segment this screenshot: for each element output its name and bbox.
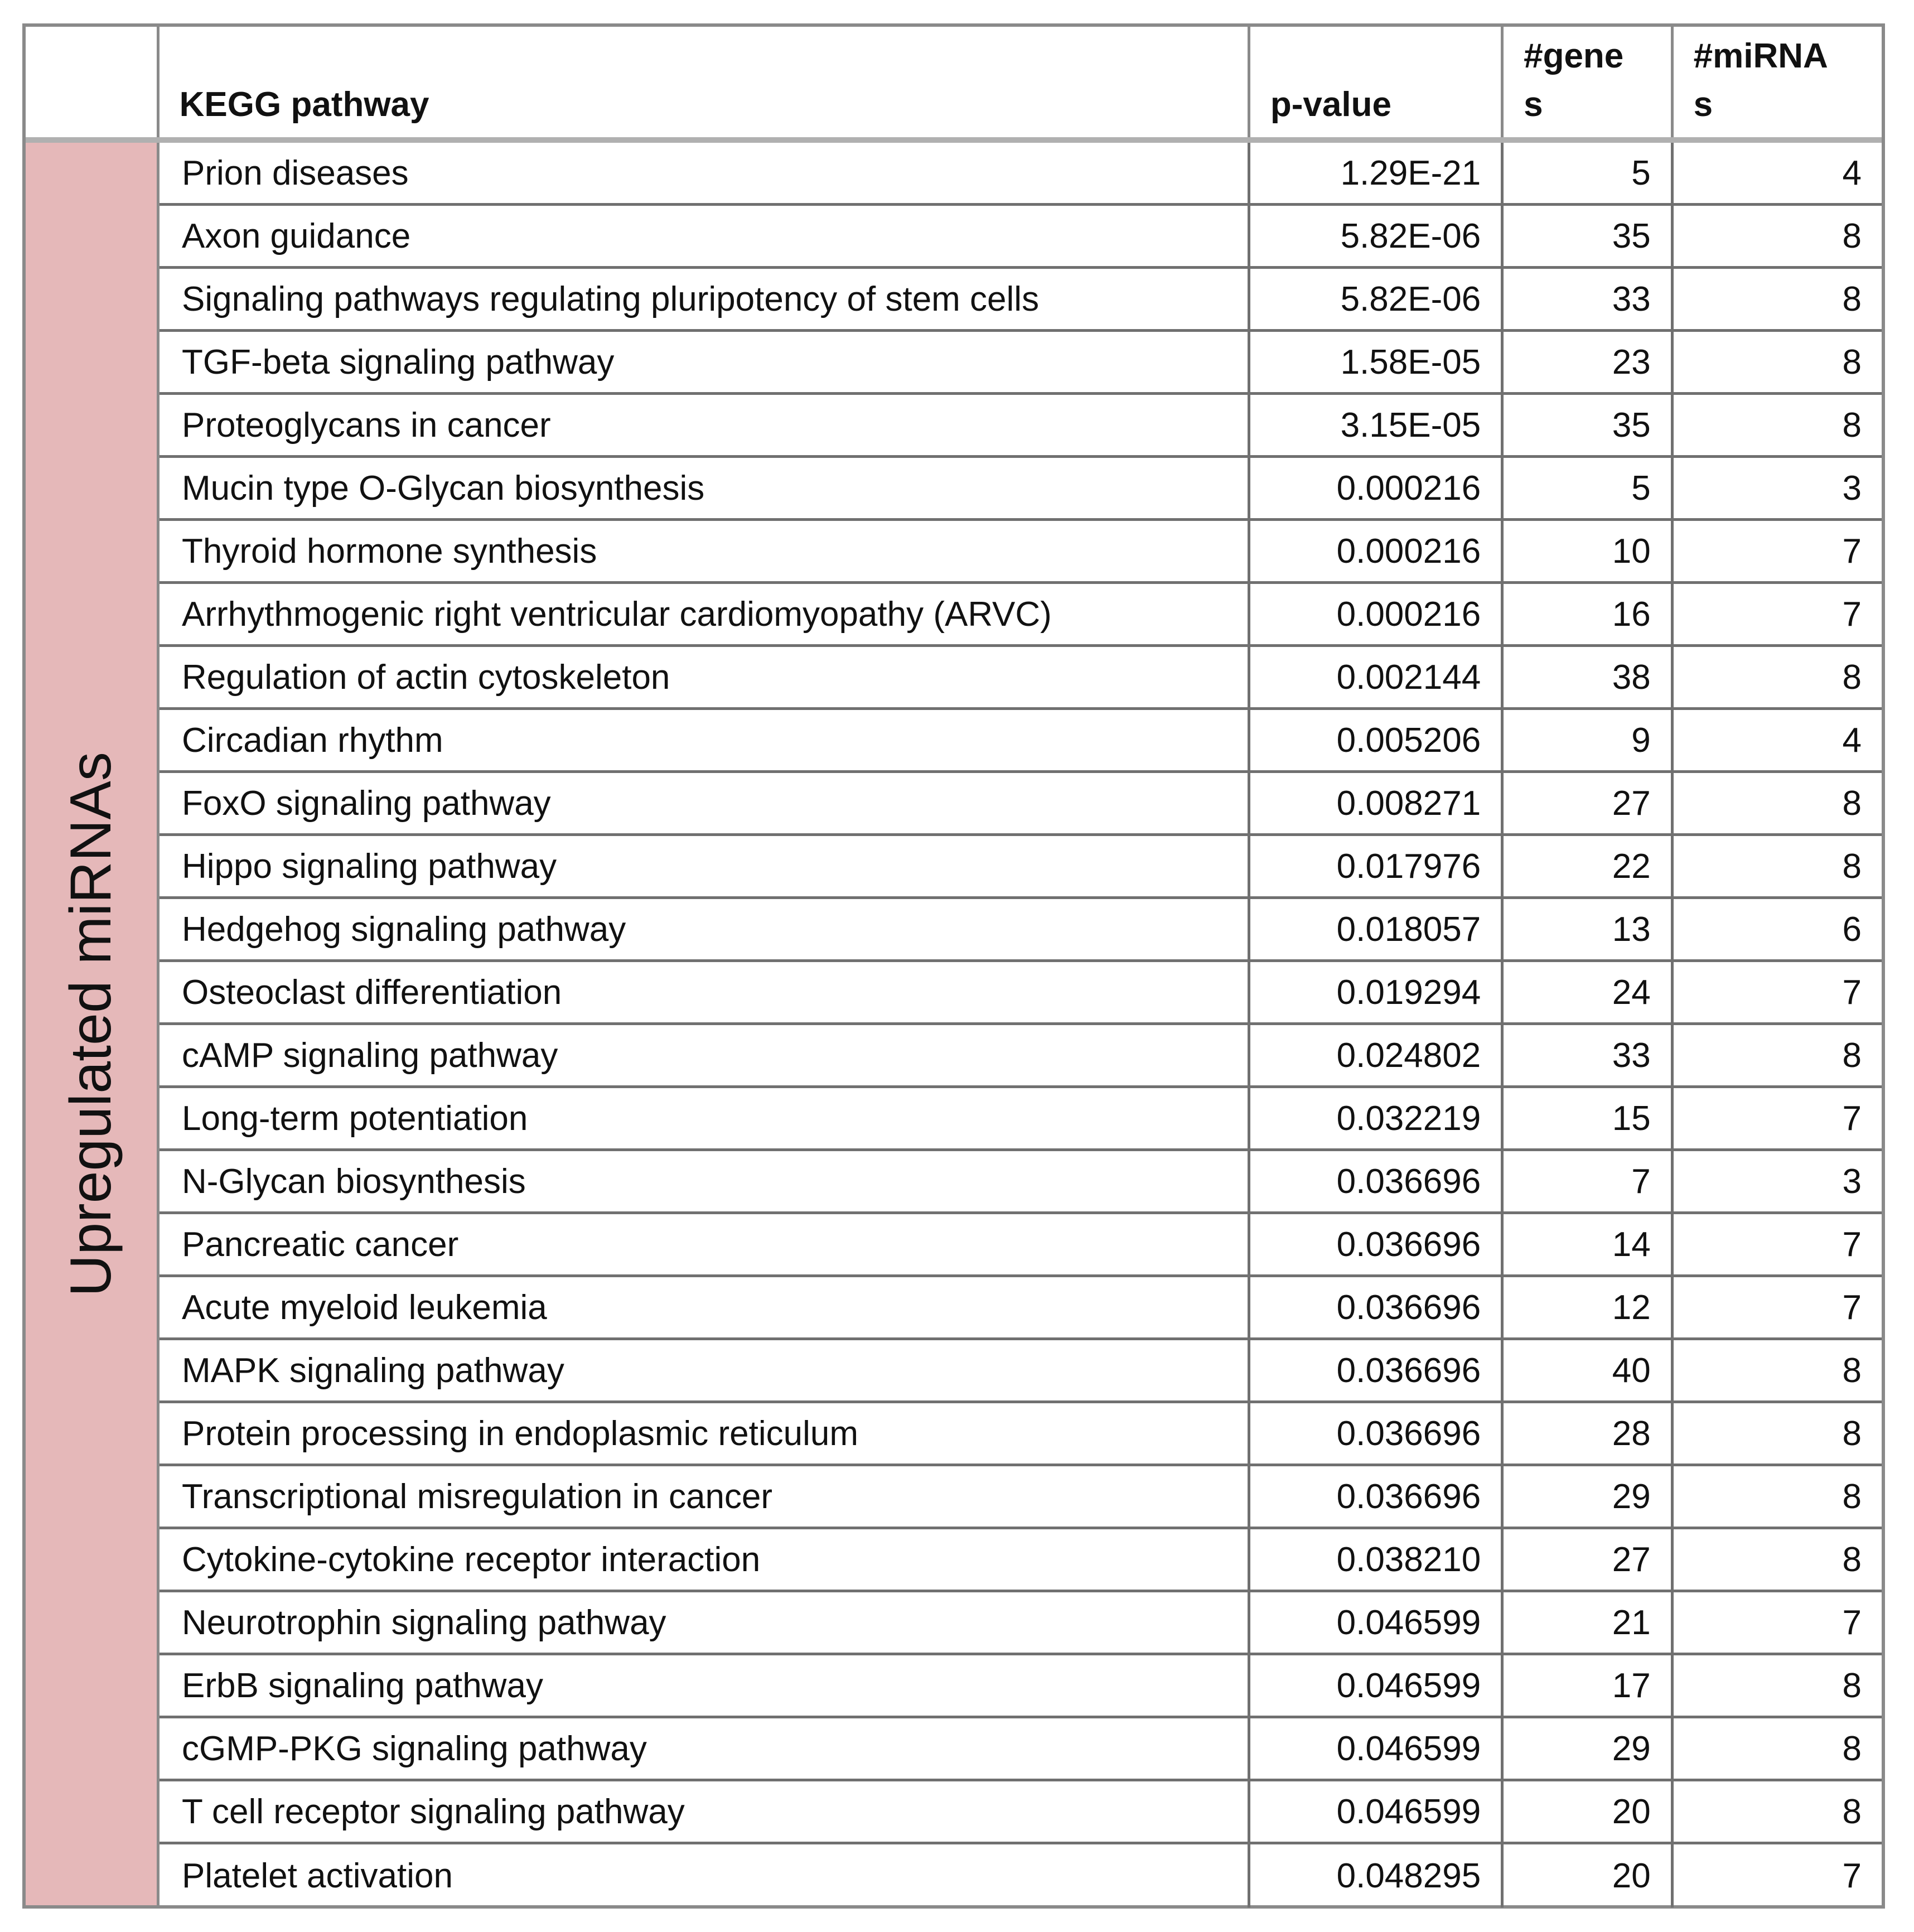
table-row xyxy=(160,1340,1882,1403)
header-kegg-pathway: KEGG pathway xyxy=(160,27,1250,137)
num-genes-cell: 14 xyxy=(1504,1214,1673,1274)
num-mirnas-cell: 4 xyxy=(1842,153,1862,192)
p-value-cell: 0.036696 xyxy=(1250,1403,1504,1464)
pathway-cell: ErbB signaling pathway xyxy=(160,1655,1250,1716)
table-row xyxy=(160,269,1882,332)
num-genes-cell: 24 xyxy=(1504,962,1673,1022)
table-row xyxy=(160,647,1882,710)
table-row xyxy=(160,1088,1882,1151)
num-mirnas-cell: 7 xyxy=(1842,1288,1862,1327)
p-value-cell: 1.29E-21 xyxy=(1250,143,1504,203)
p-value-cell: 0.000216 xyxy=(1250,458,1504,518)
num-genes-cell: 33 xyxy=(1504,269,1673,329)
num-genes-cell: 9 xyxy=(1504,710,1673,770)
table-row xyxy=(160,1025,1882,1088)
table-row xyxy=(160,1844,1882,1907)
num-mirnas-cell: 8 xyxy=(1842,1792,1862,1831)
num-genes-cell: 33 xyxy=(1504,1025,1673,1085)
num-mirnas-cell: 7 xyxy=(1842,1603,1862,1642)
pathway-cell: Axon guidance xyxy=(160,206,1250,266)
pathway-cell: Acute myeloid leukemia xyxy=(160,1277,1250,1337)
p-value-cell: 0.038210 xyxy=(1250,1529,1504,1590)
pathway-cell: Osteoclast differentiation xyxy=(160,962,1250,1022)
num-genes-cell: 17 xyxy=(1504,1655,1673,1716)
num-mirnas-cell: 4 xyxy=(1842,721,1862,760)
pathway-cell: Regulation of actin cytoskeleton xyxy=(160,647,1250,707)
header-num-genes-line1: #gene xyxy=(1524,37,1624,75)
num-genes-cell: 20 xyxy=(1504,1781,1673,1842)
pathway-cell: Platelet activation xyxy=(160,1844,1250,1907)
num-genes-cell: 27 xyxy=(1504,1529,1673,1590)
table-row xyxy=(160,1277,1882,1340)
pathway-cell: N-Glycan biosynthesis xyxy=(160,1151,1250,1211)
pathway-cell: Thyroid hormone synthesis xyxy=(160,521,1250,581)
p-value-cell: 0.036696 xyxy=(1250,1340,1504,1400)
pathway-cell: Hedgehog signaling pathway xyxy=(160,899,1250,959)
table-row xyxy=(160,1655,1882,1718)
num-mirnas-cell: 8 xyxy=(1842,405,1862,445)
num-mirnas-cell: 8 xyxy=(1842,1729,1862,1768)
num-genes-cell: 21 xyxy=(1504,1592,1673,1653)
table-row xyxy=(160,1151,1882,1214)
p-value-cell: 0.019294 xyxy=(1250,962,1504,1022)
pathway-cell: Circadian rhythm xyxy=(160,710,1250,770)
p-value-cell: 0.024802 xyxy=(1250,1025,1504,1085)
num-mirnas-cell: 7 xyxy=(1842,595,1862,634)
p-value-cell: 0.017976 xyxy=(1250,836,1504,896)
pathway-cell: Prion diseases xyxy=(160,143,1250,203)
group-label-upregulated-mirnas: Upregulated miRNAs xyxy=(59,751,124,1297)
num-genes-cell: 22 xyxy=(1504,836,1673,896)
p-value-cell: 0.005206 xyxy=(1250,710,1504,770)
num-mirnas-cell: 8 xyxy=(1842,342,1862,381)
num-mirnas-cell: 8 xyxy=(1842,658,1862,697)
table-row xyxy=(160,710,1882,773)
num-genes-cell: 35 xyxy=(1504,206,1673,266)
header-num-mirnas-line1: #miRNA xyxy=(1693,37,1828,75)
num-genes-cell: 23 xyxy=(1504,332,1673,392)
num-mirnas-cell: 8 xyxy=(1842,279,1862,318)
table-row xyxy=(160,773,1882,836)
table-row xyxy=(160,962,1882,1025)
pathway-cell: Neurotrophin signaling pathway xyxy=(160,1592,1250,1653)
header-p-value: p-value xyxy=(1250,27,1504,137)
table-body xyxy=(160,143,1882,1905)
num-mirnas-cell: 3 xyxy=(1842,468,1862,508)
num-mirnas-cell: 7 xyxy=(1842,973,1862,1012)
num-genes-cell: 20 xyxy=(1504,1844,1673,1907)
pathway-cell: Cytokine-cytokine receptor interaction xyxy=(160,1529,1250,1590)
num-mirnas-cell: 7 xyxy=(1842,532,1862,571)
num-genes-cell: 5 xyxy=(1504,143,1673,203)
p-value-cell: 0.018057 xyxy=(1250,899,1504,959)
num-mirnas-cell: 8 xyxy=(1842,1477,1862,1516)
p-value-cell: 0.046599 xyxy=(1250,1655,1504,1716)
p-value-cell: 0.036696 xyxy=(1250,1151,1504,1211)
p-value-cell: 5.82E-06 xyxy=(1250,269,1504,329)
num-mirnas-cell: 8 xyxy=(1842,1666,1862,1705)
p-value-cell: 0.046599 xyxy=(1250,1718,1504,1779)
pathway-cell: Proteoglycans in cancer xyxy=(160,395,1250,455)
num-mirnas-cell: 8 xyxy=(1842,784,1862,823)
num-mirnas-cell: 3 xyxy=(1842,1162,1862,1201)
num-mirnas-cell: 8 xyxy=(1842,847,1862,886)
num-mirnas-cell: 8 xyxy=(1842,1414,1862,1453)
header-num-mirnas-line2: s xyxy=(1693,85,1713,124)
p-value-cell: 0.036696 xyxy=(1250,1214,1504,1274)
p-value-cell: 3.15E-05 xyxy=(1250,395,1504,455)
num-genes-cell: 5 xyxy=(1504,458,1673,518)
num-mirnas-cell: 7 xyxy=(1842,1225,1862,1264)
table-row xyxy=(160,1529,1882,1592)
table-row xyxy=(160,836,1882,899)
num-genes-cell: 35 xyxy=(1504,395,1673,455)
p-value-cell: 5.82E-06 xyxy=(1250,206,1504,266)
num-mirnas-cell: 8 xyxy=(1842,1036,1862,1075)
pathway-cell: Arrhythmogenic right ventricular cardiomyopathy (ARVC) xyxy=(160,584,1250,644)
group-label-cell xyxy=(26,143,160,1905)
table-header xyxy=(26,27,1882,143)
table-row xyxy=(160,1781,1882,1844)
num-genes-cell: 38 xyxy=(1504,647,1673,707)
pathway-cell: T cell receptor signaling pathway xyxy=(160,1781,1250,1842)
table-row xyxy=(160,584,1882,647)
pathway-cell: Signaling pathways regulating pluripotency of stem cells xyxy=(160,269,1250,329)
p-value-cell: 0.002144 xyxy=(1250,647,1504,707)
num-genes-cell: 29 xyxy=(1504,1718,1673,1779)
pathway-cell: Transcriptional misregulation in cancer xyxy=(160,1466,1250,1527)
table-row xyxy=(160,1403,1882,1466)
pathway-cell: cGMP-PKG signaling pathway xyxy=(160,1718,1250,1779)
p-value-cell: 0.036696 xyxy=(1250,1277,1504,1337)
table-row xyxy=(160,206,1882,269)
table-row xyxy=(160,143,1882,206)
p-value-cell: 0.000216 xyxy=(1250,521,1504,581)
pathway-cell: Long-term potentiation xyxy=(160,1088,1250,1148)
num-mirnas-cell: 7 xyxy=(1842,1099,1862,1138)
num-mirnas-cell: 8 xyxy=(1842,1540,1862,1579)
num-genes-cell: 28 xyxy=(1504,1403,1673,1464)
pathway-cell: cAMP signaling pathway xyxy=(160,1025,1250,1085)
num-genes-cell: 27 xyxy=(1504,773,1673,833)
num-genes-cell: 15 xyxy=(1504,1088,1673,1148)
table-row xyxy=(160,1592,1882,1655)
num-mirnas-cell: 7 xyxy=(1842,1857,1862,1895)
pathway-cell: FoxO signaling pathway xyxy=(160,773,1250,833)
num-genes-cell: 10 xyxy=(1504,521,1673,581)
p-value-cell: 0.008271 xyxy=(1250,773,1504,833)
header-num-genes-line2: s xyxy=(1524,85,1543,124)
pathway-cell: Protein processing in endoplasmic reticulum xyxy=(160,1403,1250,1464)
pathway-cell: Mucin type O-Glycan biosynthesis xyxy=(160,458,1250,518)
p-value-cell: 0.000216 xyxy=(1250,584,1504,644)
table-row xyxy=(160,521,1882,584)
table-row xyxy=(160,332,1882,395)
table-row xyxy=(160,899,1882,962)
pathway-cell: MAPK signaling pathway xyxy=(160,1340,1250,1400)
p-value-cell: 0.048295 xyxy=(1250,1844,1504,1907)
table-row xyxy=(160,1718,1882,1781)
num-mirnas-cell: 8 xyxy=(1842,1351,1862,1390)
num-genes-cell: 40 xyxy=(1504,1340,1673,1400)
num-mirnas-cell: 8 xyxy=(1842,216,1862,255)
table-row xyxy=(160,395,1882,458)
header-num-mirnas xyxy=(1674,27,1882,137)
num-genes-cell: 13 xyxy=(1504,899,1673,959)
p-value-cell: 0.046599 xyxy=(1250,1781,1504,1842)
kegg-pathway-table xyxy=(22,23,1885,1909)
pathway-cell: Hippo signaling pathway xyxy=(160,836,1250,896)
num-genes-cell: 16 xyxy=(1504,584,1673,644)
p-value-cell: 0.032219 xyxy=(1250,1088,1504,1148)
pathway-cell: Pancreatic cancer xyxy=(160,1214,1250,1274)
header-num-genes xyxy=(1504,27,1674,137)
table-row xyxy=(160,1466,1882,1529)
pathway-cell: TGF-beta signaling pathway xyxy=(160,332,1250,392)
num-mirnas-cell: 6 xyxy=(1842,910,1862,949)
num-genes-cell: 12 xyxy=(1504,1277,1673,1337)
p-value-cell: 1.58E-05 xyxy=(1250,332,1504,392)
p-value-cell: 0.036696 xyxy=(1250,1466,1504,1527)
p-value-cell: 0.046599 xyxy=(1250,1592,1504,1653)
header-corner-cell xyxy=(26,27,160,137)
num-genes-cell: 29 xyxy=(1504,1466,1673,1527)
num-genes-cell: 7 xyxy=(1504,1151,1673,1211)
table-row xyxy=(160,1214,1882,1277)
table-row xyxy=(160,458,1882,521)
